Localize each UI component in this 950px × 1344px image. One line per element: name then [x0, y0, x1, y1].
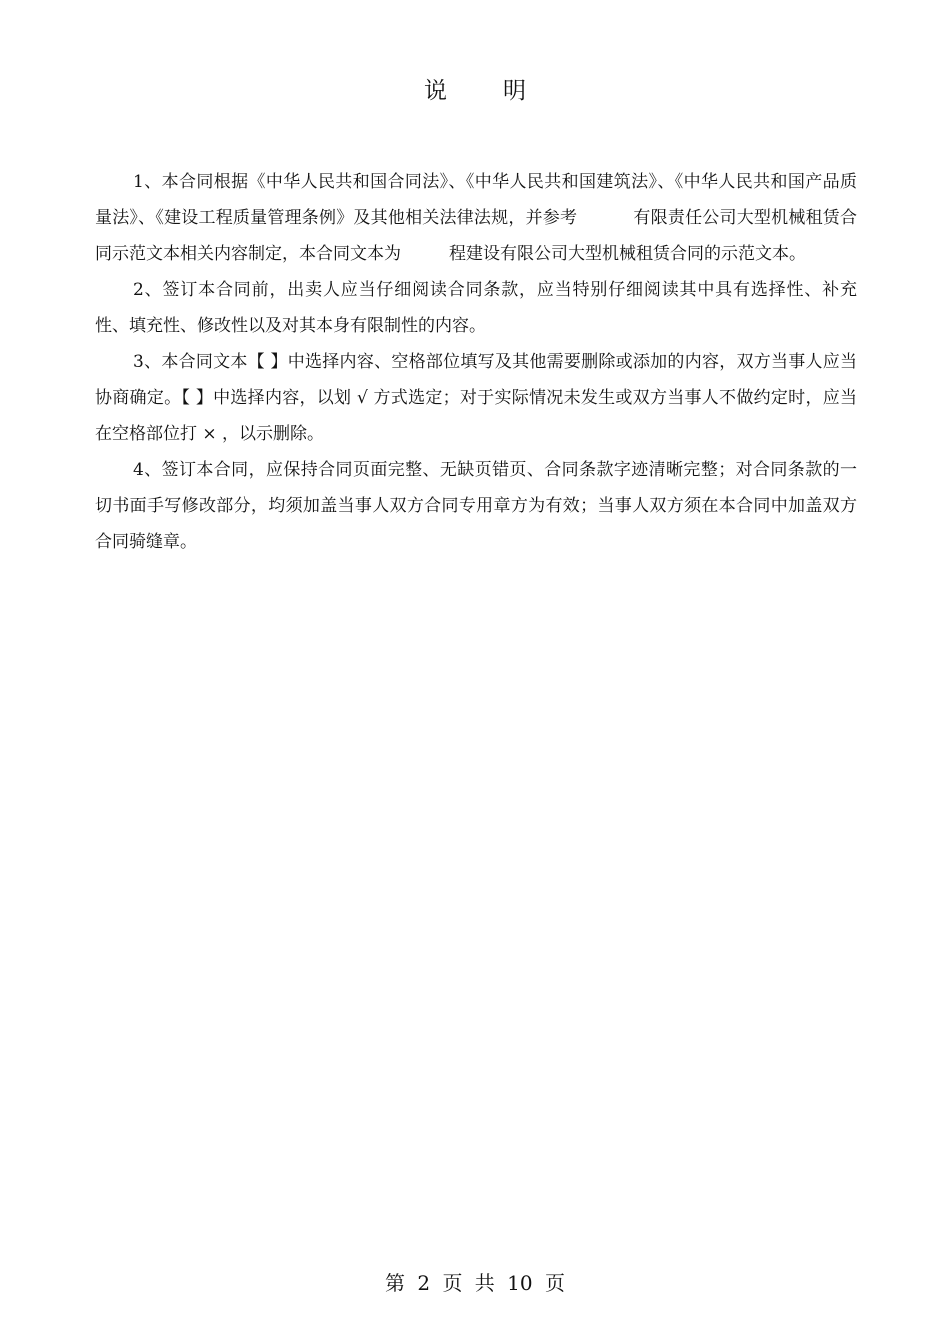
paragraph-1-part-c: 程建设有限公司大型机械租赁合同的示范文本。: [449, 244, 806, 264]
document-body: [95, 164, 857, 560]
paragraph-3: 3、本合同文本【 】中选择内容、空格部位填写及其他需要删除或添加的内容，双方当事人应当协商确定。【 】中选择内容，以划 √ 方式选定；对于实际情况未发生或双方当事人不做约定时，应当在空格部位打 × ，以示删除。: [95, 352, 857, 444]
page-title: 说明: [424, 78, 582, 104]
paragraph-4: 4、签订本合同，应保持合同页面完整、无缺页错页、合同条款字迹清晰完整；对合同条款的一切书面手写修改部分，均须加盖当事人双方合同专用章方为有效；当事人双方须在本合同中加盖双方合同骑缝章。: [95, 460, 857, 552]
paragraph-2: 2、签订本合同前，出卖人应当仔细阅读合同条款，应当特别仔细阅读其中具有选择性、补充性、填充性、修改性以及对其本身有限制性的内容。: [95, 280, 857, 336]
paragraph-1-part-b: 有限责任公司大型机械租赁合同示范文本相关内容制定，本合同文本为: [95, 208, 858, 264]
paragraph-1: [95, 164, 857, 272]
page-footer: 第 2 页 共 10 页: [385, 1271, 565, 1295]
paragraph-1-part-a: 1、本合同根据《中华人民共和国合同法》、《中华人民共和国建筑法》、《中华人民共和国产品质量法》、《建设工程质量管理条例》及其他相关法律法规，并参考: [95, 172, 857, 228]
